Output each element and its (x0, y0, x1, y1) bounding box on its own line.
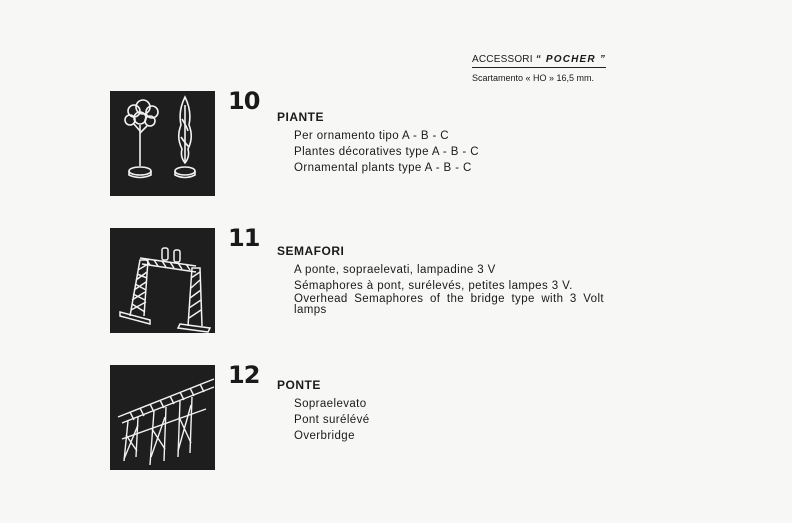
description-french: Sémaphores à pont, surélevés, petites lampes 3 V. (294, 280, 573, 292)
item-number: 11 (228, 224, 260, 252)
item-description (294, 128, 479, 176)
semaphore-illustration (110, 228, 215, 333)
description-english: Overhead Semaphores of the bridge type with 3 Volt lamps (294, 293, 604, 316)
description-italian: Per ornamento tipo A - B - C (294, 130, 450, 142)
item-number: 12 (228, 361, 260, 389)
description-italian: Sopraelevato (294, 398, 367, 410)
item-number: 10 (228, 87, 260, 115)
item-title: PIANTE (277, 110, 325, 124)
trees-illustration (110, 91, 215, 196)
brand-name: “ POCHER ” (535, 54, 607, 65)
heading-prefix: ACCESSORI (472, 54, 536, 65)
overbridge-illustration (110, 365, 215, 470)
description-italian: A ponte, sopraelevati, lampadine 3 V (294, 264, 496, 276)
item-title: PONTE (277, 378, 321, 392)
description-english: Overbridge (294, 430, 355, 442)
description-french: Plantes décoratives type A - B - C (294, 146, 479, 158)
item-description (294, 262, 604, 316)
gauge-label: Scartamento « HO » 16,5 mm. (472, 73, 595, 83)
catalog-header (472, 49, 632, 83)
item-description (294, 396, 370, 444)
item-title: SEMAFORI (277, 244, 345, 258)
description-english: Ornamental plants type A - B - C (294, 162, 472, 174)
accessory-heading (472, 54, 606, 68)
description-french: Pont surélévé (294, 414, 370, 426)
